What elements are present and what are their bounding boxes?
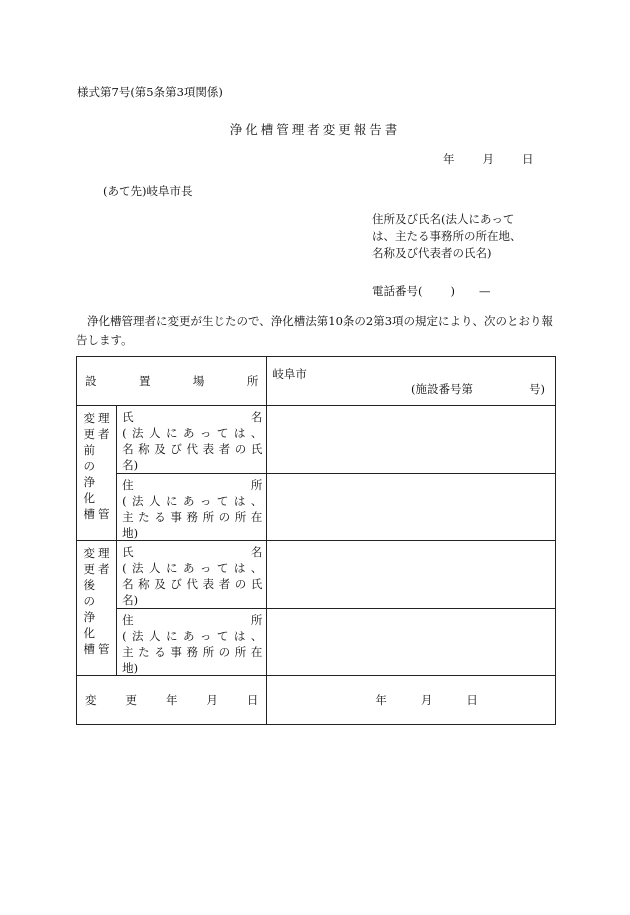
label-char: 更 (125, 693, 137, 707)
location-city: 岐阜市 (272, 367, 307, 381)
before-address-value[interactable] (267, 473, 556, 541)
phone-dash: — (479, 284, 491, 298)
before-name-label: 氏 名 (法人にあっては、 名称及び代表者の氏 名) (117, 406, 267, 474)
date-year-label: 年 (443, 152, 455, 166)
label-char: 変 (85, 693, 97, 707)
document-title: 浄化槽管理者変更報告書 (229, 122, 401, 137)
body-paragraph: 浄化槽管理者に変更が生じたので、浄化槽法第10条の2第3項の規定により、次のとおり報告します。 (76, 314, 554, 347)
row-before-address (77, 473, 556, 541)
label-char: 設 (85, 374, 97, 388)
group-after-label: 変 更 後 の 浄 化 槽 理 者 管 (77, 541, 117, 676)
label-char: 日 (246, 693, 259, 707)
after-name-value[interactable] (267, 541, 556, 609)
phone-number-field (372, 283, 491, 299)
phone-label: 電話番号( (372, 284, 423, 298)
label-char: 置 (138, 374, 151, 388)
form-number: 様式第7号(第5条第3項関係) (77, 85, 223, 99)
label-char: 所 (246, 374, 259, 388)
facility-number: (施設番号第 号) (411, 382, 545, 396)
after-name-label: 氏 名 (法人にあっては、 名称及び代表者の氏 名) (117, 541, 267, 609)
before-address-label: 住 所 (法人にあっては、 主たる事務所の所在 地) (117, 473, 267, 541)
report-table (76, 356, 556, 725)
applicant-label (372, 211, 552, 262)
after-address-label: 住 所 (法人にあっては、 主たる事務所の所在 地) (117, 608, 267, 676)
label-char: 年 (165, 693, 178, 707)
installation-location-label (77, 357, 267, 406)
row-after-name (77, 541, 556, 609)
group-before-label: 変 更 前 の 浄 化 槽 理 者 管 (77, 406, 117, 541)
applicant-label-line3: 名称及び代表者の氏名) (372, 246, 492, 260)
date-day-label: 日 (522, 152, 534, 166)
report-date (443, 151, 534, 167)
row-change-date (77, 676, 556, 725)
applicant-label-line2: は、主たる事務所の所在地、 (372, 229, 522, 243)
row-installation-location (77, 357, 556, 406)
phone-close-paren: ) (450, 284, 455, 298)
addressee: (あて先)岐阜市長 (103, 184, 193, 198)
applicant-label-line1: 住所及び氏名(法人にあって (372, 212, 515, 226)
change-date-value[interactable]: 年 月 日 (267, 676, 556, 725)
row-after-address (77, 608, 556, 676)
date-month-label: 月 (482, 152, 494, 166)
after-address-value[interactable] (267, 608, 556, 676)
label-char: 月 (206, 693, 218, 707)
before-name-value[interactable] (267, 406, 556, 474)
label-char: 場 (192, 374, 205, 388)
row-before-name (77, 406, 556, 474)
installation-location-value[interactable] (267, 357, 556, 406)
change-date-label (77, 676, 267, 725)
